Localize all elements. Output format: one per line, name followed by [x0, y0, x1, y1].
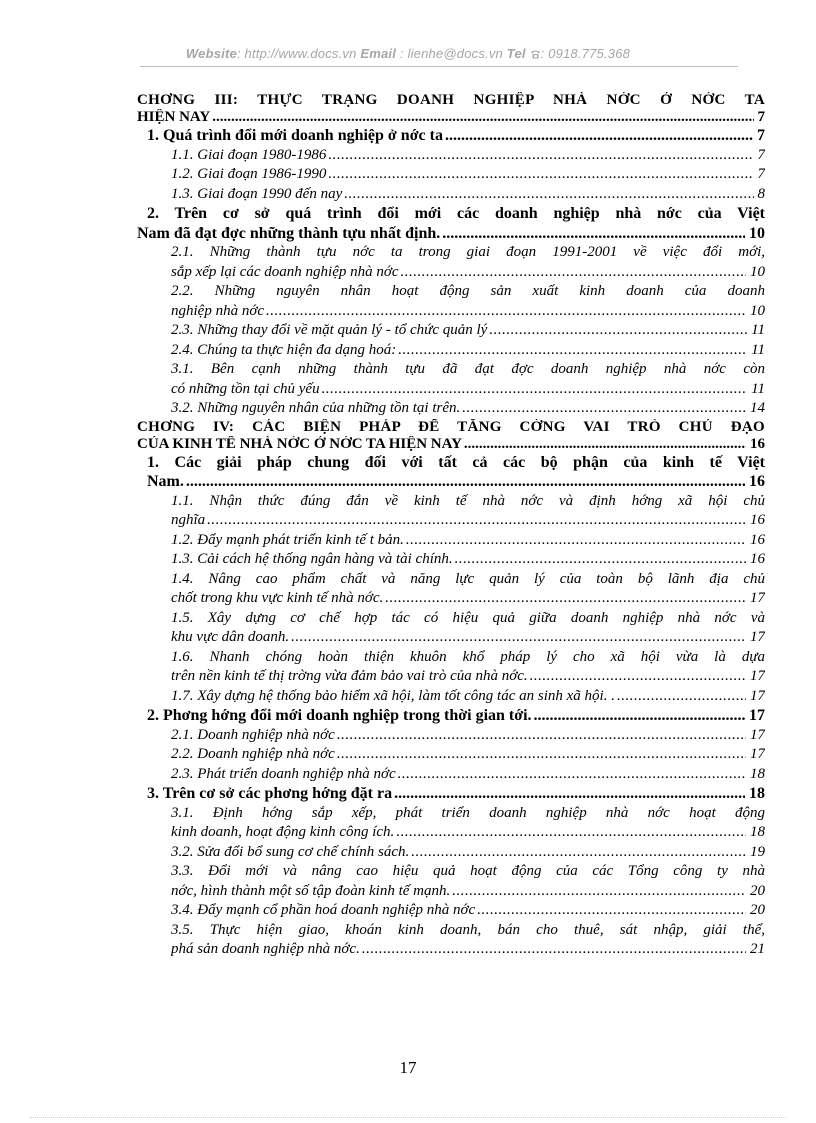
toc-ch4-subsection-3-5[interactable]: [137, 921, 765, 960]
toc-ch4-section-1[interactable]: [137, 453, 765, 492]
toc-entry-title: 3.3. Đổi mới và nâng cao hiệu quả hoạt động của các Tổng công ty nhà: [171, 863, 765, 879]
toc-entry-title: 1.1. Giai đoạn 1980-1986: [171, 146, 327, 163]
toc-entry-title-cont: phá sản doanh nghiệp nhà nớc.: [171, 941, 360, 957]
dot-leader: [322, 380, 748, 400]
dot-leader: [401, 263, 746, 283]
toc-subsection-1-3[interactable]: [137, 185, 765, 205]
toc-page-number: 7: [757, 146, 765, 163]
toc-page-number: 18: [750, 824, 765, 840]
dot-leader: [328, 146, 753, 166]
dot-leader: [452, 882, 746, 902]
toc-chapter-4-title: CHƠNG IV: CÁC BIỆN PHÁP ĐỂ TĂNG CỜNG VAI TRÒ CHỦ ĐẠO: [137, 418, 765, 435]
toc-page-number: 16: [750, 512, 765, 528]
toc-page-number: 17: [750, 668, 765, 684]
dot-leader: [406, 531, 746, 551]
toc-entry-title: 1. Các giải pháp chung đối với tất cả các bộ phận của kinh tế Việt: [147, 453, 765, 471]
toc-page-number: 10: [750, 263, 765, 280]
toc-entry-title: 1.2. Đẩy mạnh phát triển kinh tế t bản.: [171, 531, 404, 548]
dot-leader: [455, 550, 746, 570]
toc-entry-title: 2. Phơng hớng đổi mới doanh nghiệp trong thời gian tới.: [147, 707, 532, 724]
toc-page-number: 7: [757, 127, 765, 144]
dot-leader: [207, 511, 746, 531]
toc-subsection-3-1[interactable]: [137, 360, 765, 399]
toc-page-number: 17: [750, 726, 765, 743]
toc-entry-title: 3.1. Định hớng sắp xếp, phát triển doanh nghiệp nhà nớc hoạt động: [171, 804, 765, 821]
toc-entry-title-cont: nớc, hình thành một số tập đoàn kinh tế mạnh.: [171, 882, 451, 899]
toc-ch4-subsection-1-1[interactable]: [137, 492, 765, 531]
toc-page-number: 16: [750, 435, 765, 452]
toc-entry-title-cont: Nam đã đạt đợc những thành tựu nhất định.: [137, 224, 441, 242]
toc-entry-title: 2. Trên cơ sở quá trình đổi mới các doanh nghiệp nhà nớc của Việt: [147, 205, 765, 222]
toc-entry-title: 2.1. Những thành tựu nớc ta trong giai đoạn 1991-2001 về việc đổi mới,: [171, 244, 765, 260]
dot-leader: [489, 321, 747, 341]
toc-page-number: 17: [750, 687, 765, 704]
dot-leader: [212, 109, 753, 126]
toc-entry-title: 1.6. Nhanh chóng hoàn thiện khuôn khổ pháp lý cho xã hội vừa là dựa: [171, 648, 765, 665]
toc-chapter-4-title-cont: CỦA KINH TẾ NHÀ NỚC Ở NỚC TA HIỆN NAY: [137, 435, 462, 452]
toc-page-number: 11: [751, 341, 765, 358]
dot-leader: [291, 628, 746, 648]
toc-entry-title-cont: nghĩa: [171, 512, 206, 528]
toc-page-number: 20: [750, 902, 765, 918]
toc-section-2[interactable]: [137, 204, 765, 243]
toc-entry-title: 3.1. Bên cạnh những thành tựu đã đạt đợc doanh nghiệp nhà nớc còn: [171, 361, 765, 377]
toc-ch4-subsection-2-3[interactable]: [137, 765, 765, 785]
website-url: : http://www.docs.vn: [236, 46, 361, 61]
dot-leader: [394, 784, 745, 804]
toc-page-number: 8: [757, 185, 765, 202]
toc-page-number: 20: [750, 882, 765, 899]
toc-page-number: 16: [750, 531, 765, 548]
toc-ch4-section-2[interactable]: [137, 706, 765, 726]
toc-entry-title: 1.3. Cải cách hệ thống ngân hàng và tài chính.: [171, 551, 453, 567]
toc-entry-title: 1.1. Nhận thức đúng đắn về kinh tế nhà nớc và định hớng xã hội chủ: [171, 492, 765, 509]
page-header: [0, 46, 816, 61]
toc-ch4-subsection-3-4[interactable]: [137, 901, 765, 921]
toc-entry-title: 2.4. Chúng ta thực hiện đa dạng hoá:: [171, 341, 397, 358]
toc-ch4-subsection-1-6[interactable]: [137, 648, 765, 687]
footer-divider: [30, 1117, 786, 1118]
dot-leader: [442, 224, 745, 244]
toc-entry-title: 1.5. Xây dựng cơ chế hợp tác có hiệu quả giữa doanh nghiệp nhà nớc và: [171, 609, 765, 626]
toc-entry-title: 1.4. Nâng cao phẩm chất và năng lực quản lý của toàn bộ lãnh địa chủ: [171, 570, 765, 587]
toc-subsection-2-3[interactable]: [137, 321, 765, 341]
toc-entry-title: 1. Quá trình đổi mới doanh nghiệp ở nớc ta: [147, 127, 443, 144]
toc-entry-title: 1.3. Giai đoạn 1990 đến nay: [171, 185, 343, 202]
dot-leader: [337, 745, 746, 765]
toc-entry-title: 3.2. Sửa đổi bổ sung cơ chế chính sách.: [171, 843, 410, 860]
toc-entry-title-cont: khu vực dân doanh.: [171, 629, 290, 645]
tel-number: : 0918.775.368: [540, 46, 631, 61]
toc-entry-title-cont: Nam.: [147, 473, 184, 490]
toc-ch4-subsection-2-2[interactable]: [137, 745, 765, 765]
table-of-contents: [137, 92, 765, 960]
toc-section-1[interactable]: [137, 126, 765, 146]
email-label: Email: [360, 46, 397, 61]
toc-entry-title: 2.3. Phát triển doanh nghiệp nhà nớc: [171, 765, 396, 782]
toc-entry-title-cont: kinh doanh, hoạt động kinh công ích.: [171, 824, 395, 840]
toc-entry-title: 2.2. Những nguyên nhân hoạt động sản xuất kinh doanh của doanh: [171, 283, 765, 299]
toc-subsection-3-2[interactable]: [137, 399, 765, 419]
toc-page-number: 16: [750, 551, 765, 567]
dot-leader: [344, 185, 753, 205]
toc-entry-title: 3. Trên cơ sở các phơng hớng đặt ra: [147, 785, 393, 802]
toc-page-number: 11: [751, 322, 765, 338]
toc-page-number: 18: [749, 785, 765, 802]
toc-chapter-4[interactable]: [137, 419, 765, 453]
toc-subsection-2-1[interactable]: [137, 243, 765, 282]
dot-leader: [464, 436, 746, 453]
toc-entry-title: 2.1. Doanh nghiệp nhà nớc: [171, 726, 335, 743]
toc-entry-title: 1.2. Giai đoạn 1986-1990: [171, 166, 327, 182]
toc-ch4-subsection-3-3[interactable]: [137, 862, 765, 901]
toc-entry-title: 2.2. Doanh nghiệp nhà nớc: [171, 746, 335, 762]
toc-page-number: 17: [750, 629, 765, 645]
dot-leader: [398, 765, 746, 785]
toc-ch4-subsection-1-7[interactable]: [137, 687, 765, 707]
toc-page-number: 21: [750, 941, 765, 957]
dot-leader: [617, 687, 746, 707]
dot-leader: [328, 165, 753, 185]
toc-page-number: 18: [750, 765, 765, 782]
dot-leader: [411, 843, 746, 863]
dot-leader: [362, 940, 746, 960]
toc-entry-title-cont: chốt trong khu vực kinh tế nhà nớc.: [171, 590, 384, 606]
toc-ch4-subsection-3-1[interactable]: [137, 804, 765, 843]
dot-leader: [477, 901, 746, 921]
dot-leader: [266, 302, 746, 322]
toc-entry-title-cont: sắp xếp lại các doanh nghiệp nhà nớc: [171, 263, 399, 280]
toc-ch4-subsection-2-1[interactable]: [137, 726, 765, 746]
toc-page-number: 10: [750, 302, 765, 319]
toc-ch4-section-3[interactable]: [137, 784, 765, 804]
dot-leader: [534, 706, 745, 726]
toc-chapter-3-title-cont: HIỆN NAY: [137, 109, 211, 125]
toc-page-number: 17: [749, 707, 765, 724]
toc-entry-title-cont: nghiệp nhà nớc: [171, 302, 264, 319]
toc-page-number: 11: [751, 380, 765, 397]
toc-page-number: 10: [749, 224, 765, 242]
toc-page-number: 17: [750, 746, 765, 762]
tel-label: Tel: [506, 46, 526, 61]
toc-ch4-subsection-1-3[interactable]: [137, 550, 765, 570]
toc-chapter-3-title: CHƠNG III: THỰC TRẠNG DOANH NGHIỆP NHÀ NỚC Ở NỚC TA: [137, 92, 765, 108]
toc-entry-title: 2.3. Những thay đổi về mặt quản lý - tổ chức quản lý: [171, 322, 488, 338]
telephone-icon: [530, 46, 541, 61]
toc-page-number: 16: [749, 473, 765, 490]
toc-ch4-subsection-3-2[interactable]: [137, 843, 765, 863]
dot-leader: [462, 399, 746, 419]
page-number: 17: [399, 1058, 417, 1077]
toc-ch4-subsection-1-4[interactable]: [137, 570, 765, 609]
dot-leader: [337, 726, 746, 746]
toc-page-number: 7: [757, 166, 765, 182]
toc-ch4-subsection-1-2[interactable]: [137, 531, 765, 551]
toc-entry-title-cont: có những tồn tại chủ yếu: [171, 380, 320, 397]
dot-leader: [396, 823, 746, 843]
header-divider: [140, 66, 738, 67]
toc-page-number: 7: [757, 109, 765, 125]
toc-page-number: 14: [750, 400, 765, 416]
email-address: : lienhe@docs.vn: [396, 46, 507, 61]
website-label: Website: [185, 46, 237, 61]
toc-subsection-2-4[interactable]: [137, 341, 765, 361]
toc-page-number: 17: [750, 590, 765, 606]
toc-ch4-subsection-1-5[interactable]: [137, 609, 765, 648]
toc-entry-title: 1.7. Xây dựng hệ thống bảo hiểm xã hội, làm tốt công tác an sinh xã hội. .: [171, 687, 615, 704]
dot-leader: [385, 589, 746, 609]
toc-subsection-2-2[interactable]: [137, 282, 765, 321]
dot-leader: [445, 126, 753, 146]
toc-chapter-3[interactable]: [137, 92, 765, 126]
toc-subsection-1-1[interactable]: [137, 146, 765, 166]
dot-leader: [530, 667, 746, 687]
dot-leader: [186, 472, 745, 492]
toc-entry-title-cont: trên nền kinh tế thị trờng vừa đảm bảo vai trò của nhà nớc.: [171, 668, 528, 684]
toc-entry-title: 3.5. Thực hiện giao, khoán kinh doanh, bán cho thuê, sát nhập, giải thể,: [171, 921, 765, 938]
toc-entry-title: 3.2. Những nguyên nhân của những tồn tại trên.: [171, 400, 461, 416]
toc-subsection-1-2[interactable]: [137, 165, 765, 185]
toc-page-number: 19: [750, 843, 765, 860]
toc-entry-title: 3.4. Đẩy mạnh cổ phần hoá doanh nghiệp nhà nớc: [171, 902, 476, 918]
dot-leader: [398, 341, 747, 361]
